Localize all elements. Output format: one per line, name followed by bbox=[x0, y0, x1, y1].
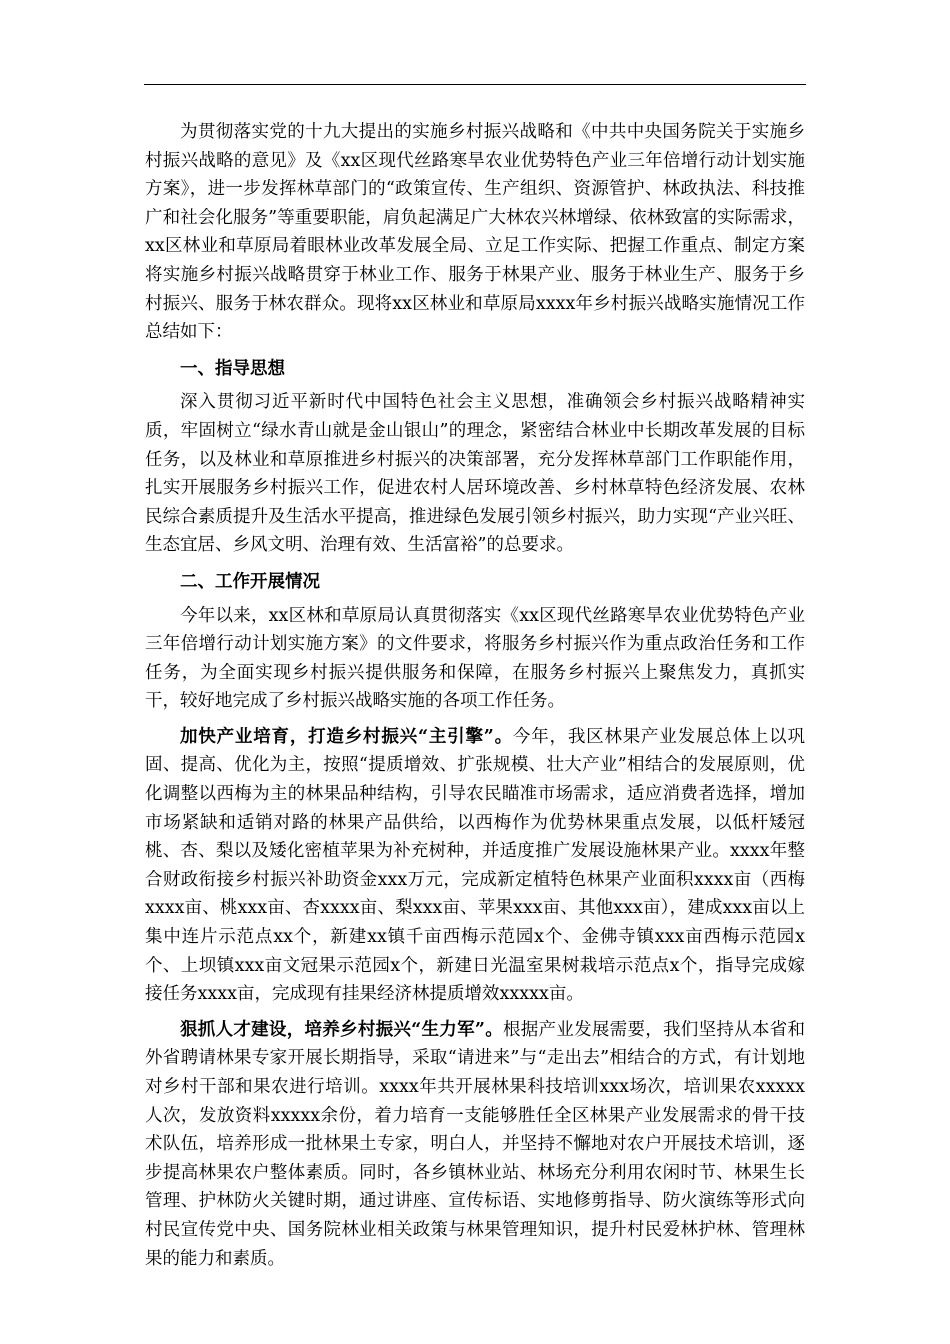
guiding-thought-paragraph: 深入贯彻习近平新时代中国特色社会主义思想，准确领会乡村振兴战略精神实质，牢固树立“绿水青山就是金山银山”的理念，紧密结合林业中长期改革发展的目标任务，以及林业和草原推进乡村振兴的决策部署，充分发挥林草部门工作职能作用，扎实开展服务乡村振兴工作，促进农村人居环境改善、乡村林草特色经济发展、农林民综合素质提升及生活水平提高，推进绿色发展引领乡村振兴，助力实现“产业兴旺、生态宜居、乡风文明、治理有效、生活富裕”的总要求。 bbox=[145, 392, 805, 556]
section-heading-guiding-thought: 一、指导思想 bbox=[180, 358, 285, 379]
header-rule bbox=[144, 84, 806, 85]
talent-body-text: 根据产业发展需要，我们坚持从本省和外省聘请林果专家开展长期指导，采取“请进来”与“走出去”相结合的方式，有计划地对乡村干部和果农进行培训。xxxx年共开展林果科技培训xxx场次，培训果农xxxxx人次，发放资料xxxxx余份，着力培育一支能够胜任全区林果产业发展需求的骨干技术队伍，培养形成一批林果土专家，明白人，并坚持不懈地对农户开展技术培训，逐步提高林果农户整体素质。同时，各乡镇林业站、林场充分利用农闲时节、林果生长管理、护林防火关键时期，通过讲座、宣传标语、实地修剪指导、防火演练等形式向村民宣传党中央、国务院林业相关政策与林果管理知识，提升村民爱林护林、管理林果的能力和素质。 bbox=[145, 1019, 805, 1269]
talent-paragraph bbox=[145, 1016, 805, 1273]
work-progress-paragraph: 今年以来，xx区林和草原局认真贯彻落实《xx区现代丝路寒旱农业优势特色产业三年倍增行动计划实施方案》的文件要求，将服务乡村振兴作为重点政治任务和工作任务，为全面实现乡村振兴提供服务和保障，在服务乡村振兴上聚焦发力，真抓实干，较好地完成了乡村振兴战略实施的各项工作任务。 bbox=[145, 605, 805, 712]
industry-lead-sentence: 加快产业培育，打造乡村振兴“主引擎”。 bbox=[180, 726, 513, 747]
industry-paragraph bbox=[145, 723, 805, 1009]
talent-lead-sentence: 狠抓人才建设，培养乡村振兴“生力军”。 bbox=[180, 1019, 503, 1040]
document-body bbox=[145, 118, 805, 1273]
industry-body-text: 今年，我区林果产业发展总体上以巩固、提高、优化为主，按照“提质增效、扩张规模、壮大产业”相结合的发展原则，优化调整以西梅为主的林果品种结构，引导农民瞄准市场需求，适应消费者选择，增加市场紧缺和适销对路的林果产品供给，以西梅作为优势林果重点发展，以低杆矮冠桃、杏、梨以及矮化密植苹果为补充树种，并适度推广发展设施林果产业。xxxx年整合财政衔接乡村振兴补助资金xxx万元，完成新定植特色林果产业面积xxxx亩（西梅xxxx亩、桃xxx亩、杏xxxx亩、梨xxx亩、苹果xxx亩、其他xxx亩），建成xxx亩以上集中连片示范点xx个，新建xx镇千亩西梅示范园x个、金佛寺镇xxx亩西梅示范园x个、上坝镇xxx亩文冠果示范园x个，新建日光温室果树栽培示范点x个，指导完成嫁接任务xxxx亩，完成现有挂果经济林提质增效xxxxx亩。 bbox=[145, 726, 805, 1005]
section-heading-work-progress: 二、工作开展情况 bbox=[180, 571, 320, 592]
intro-paragraph: 为贯彻落实党的十九大提出的实施乡村振兴战略和《中共中央国务院关于实施乡村振兴战略的意见》及《xx区现代丝路寒旱农业优势特色产业三年倍增行动计划实施方案》，进一步发挥林草部门的“政策宣传、生产组织、资源管护、林政执法、科技推广和社会化服务”等重要职能，肩负起满足广大林农兴林增绿、依林致富的实际需求，xx区林业和草原局着眼林业改革发展全局、立足工作实际、把握工作重点、制定方案将实施乡村振兴战略贯穿于林业工作、服务于林果产业、服务于林业生产、服务于乡村振兴、服务于林农群众。现将xx区林业和草原局xxxx年乡村振兴战略实施情况工作总结如下： bbox=[145, 122, 805, 343]
